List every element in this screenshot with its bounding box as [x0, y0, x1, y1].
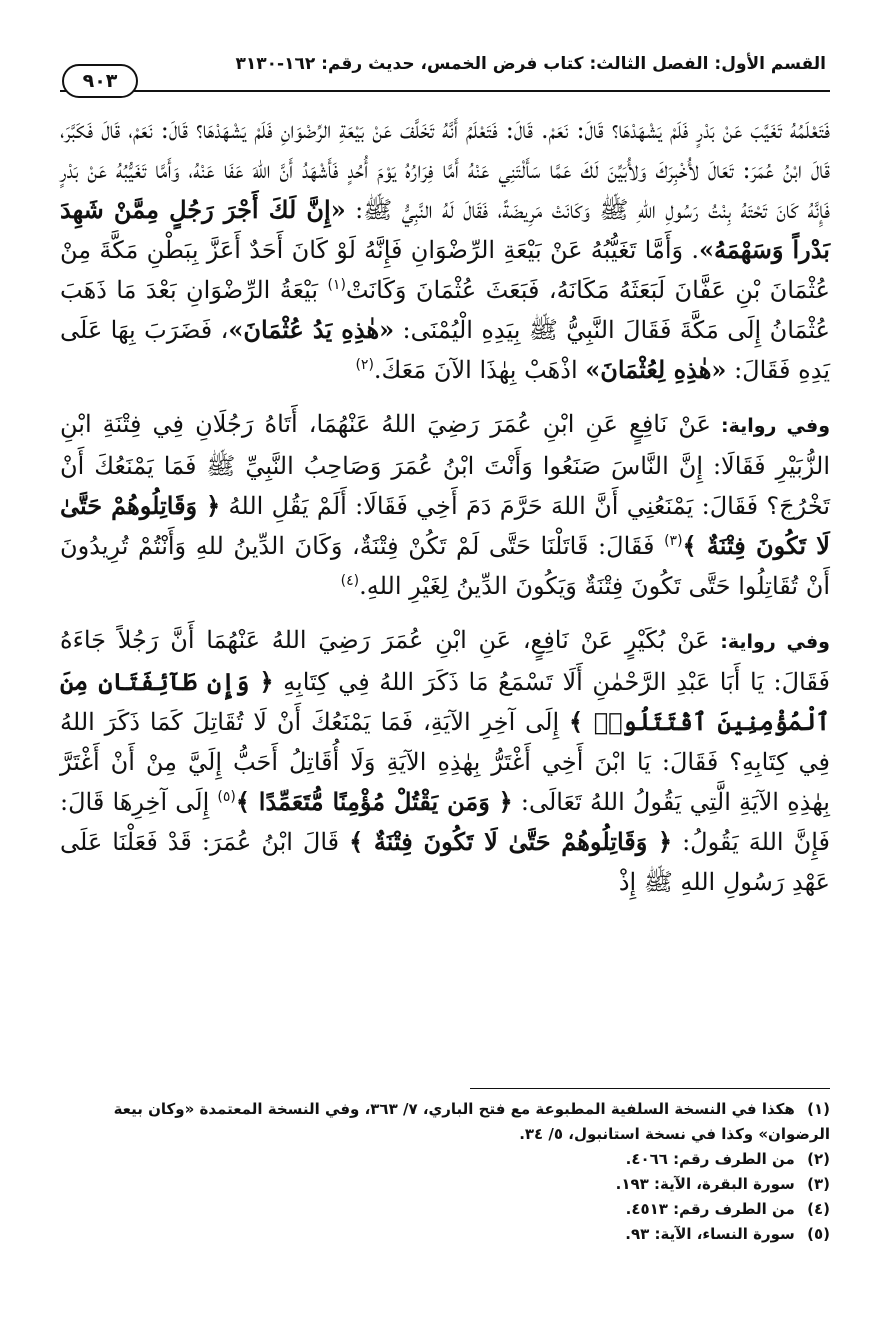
footnote-5: [60, 1222, 830, 1247]
footnote-ref: (٥): [217, 789, 236, 805]
text-run: بَيْعَةُ الرِّضْوَانِ بَعْدَ مَا ذَهَبَ عُثْمَانُ إِلَى مَكَّةَ فَقَالَ النَّبِيُّ ﷺ بِيَدِهِ الْيُمْنَى:: [60, 276, 830, 344]
footnote-number: (٤): [807, 1200, 830, 1218]
footnote-ref: (٤): [340, 573, 360, 589]
hadith-quote: «هٰذِهِ لِعُثْمَانَ»: [585, 355, 727, 384]
footnote-1: [60, 1097, 830, 1147]
footnote-text: من الطرف رقم: ٤٠٦٦.: [625, 1150, 795, 1168]
hadith-quote: «إِنَّ لَكَ أَجْرَ رَجُلٍ مِمَّنْ شَهِدَ بَدْراً وَسَهْمَهُ»: [60, 195, 830, 264]
text-run: فَقَالَ: قَاتَلْنَا حَتَّى لَمْ تَكُنْ فِتْنَةٌ، وَكَانَ الدِّينُ للهِ وَأَنْتُمْ تُرِيدُونَ أَنْ تُقَاتِلُوا حَتَّى تَكُونَ فِتْنَةٌ وَيَكُونَ الدِّينُ لِغَيْرِ اللهِ.: [60, 532, 830, 600]
text-run: إِلَى آخِرِهَا قَالَ: فَإِنَّ اللهَ يَقُولُ:: [60, 788, 830, 856]
footnote-text: هكذا في النسخة السلفية المطبوعة مع فتح الباري، ٧/ ٣٦٣، وفي النسخة المعتمدة «وكان بيعة الرضوان» وكذا في نسخة استانبول، ٥/ ٣٤.: [113, 1100, 830, 1143]
page: [60, 48, 830, 916]
text-run: إِلَى آخِرِ الآيَةِ، فَمَا يَمْنَعُكَ أَنْ لَا تُقَاتِلَ كَمَا ذَكَرَ اللهُ فِي كِتَابِهِ؟ فَقَالَ: يَا ابْنَ أَخِي أَغْتَرُّ بِهٰذِهِ الآيَةِ وَلَا أُقَاتِلُ أَحَبُّ إِلَيَّ مِنْ أَنْ أَغْتَرَّ بِهٰذِهِ الآيَةِ الَّتِي يَقُولُ اللهُ تَعَالَى:: [60, 708, 830, 816]
quran-verse: ﴿ وَقَاتِلُوهُمْ حَتَّىٰ لَا تَكُونَ فِتْنَةٌ ﴾: [349, 827, 673, 856]
footnote-ref: (١): [327, 277, 346, 293]
footnote-ref: (٣): [664, 533, 683, 549]
text-run: عَنْ بُكَيْرٍ عَنْ نَافِعٍ، عَنِ ابْنِ عُمَرَ رَضِيَ اللهُ عَنْهُمَا أَنَّ رَجُلاً جَاءَهُ فَقَالَ: يَا أَبَا عَبْدِ الرَّحْمٰنِ أَلَا تَسْمَعُ مَا ذَكَرَ اللهُ فِي كِتَابِهِ: [60, 626, 830, 696]
quran-verse: ﴿ وَمَن يَقْتُلْ مُؤْمِنًا مُّتَعَمِّدًا ﴾: [235, 787, 513, 816]
running-header: [60, 48, 830, 92]
hadith-quote: «هٰذِهِ يَدُ عُثْمَانَ»: [228, 315, 395, 344]
quran-verse: ﴿ وَإِن طَآئِفَتَانِ مِنَ ٱلْمُؤْمِنِينَ ٱقْتَتَلُوا۟ ﴾: [60, 667, 830, 736]
quran-verse: ﴿ وَقَاتِلُوهُمْ حَتَّىٰ لَا تَكُونَ فِتْنَةٌ ﴾: [60, 491, 830, 560]
footnotes: [60, 1088, 830, 1247]
paragraph-2: [60, 404, 830, 606]
text-run: قَالَ ابْنُ عُمَرَ: قَدْ فَعَلْنَا عَلَى عَهْدِ رَسُولِ اللهِ ﷺ إِذْ: [60, 828, 830, 896]
running-title: القسم الأول: الفصل الثالث: كتاب فرض الخمس، حديث رقم: ١٦٢-٣١٣٠: [235, 54, 826, 74]
paragraph-3: [60, 620, 830, 902]
footnote-divider: [470, 1088, 830, 1089]
footnote-text: من الطرف رقم: ٤٥١٣.: [625, 1200, 795, 1218]
footnote-number: (٥): [807, 1225, 830, 1243]
paragraph-1: [60, 110, 830, 390]
footnote-2: [60, 1147, 830, 1172]
footnote-ref: (٢): [355, 357, 374, 373]
footnote-text: سورة البقرة، الآية: ١٩٣.: [615, 1175, 795, 1193]
page-number: ٩٠٣: [62, 64, 138, 98]
text-run: ، فَضَرَبَ بِهَا عَلَى يَدِهِ فَقَالَ:: [60, 316, 830, 384]
footnote-3: [60, 1172, 830, 1197]
text-run: . وَأَمَّا تَغَيُّبُهُ عَنْ بَيْعَةِ الرِّضْوَانِ فَإِنَّهُ لَوْ كَانَ أَحَدٌ أَعَزَّ بِبَطْنِ مَكَّةَ مِنْ عُثْمَانَ بْنِ عَفَّانَ لَبَعَثَهُ مَكَانَهُ، فَبَعَثَ عُثْمَانَ وَكَانَتْ: [60, 236, 830, 304]
footnote-number: (٣): [807, 1175, 830, 1193]
narration-lead: وفي رواية:: [710, 415, 830, 437]
main-text: [60, 110, 830, 902]
text-run: اذْهَبْ بِهٰذَا الآنَ مَعَكَ.: [373, 356, 586, 384]
narration-lead: وفي رواية:: [709, 631, 830, 653]
footnote-number: (٢): [807, 1150, 830, 1168]
text-run: عَنْ نَافِعٍ عَنِ ابْنِ عُمَرَ رَضِيَ اللهُ عَنْهُمَا، أَتَاهُ رَجُلَانِ فِي فِتْنَةِ ابْنِ الزُّبَيْرِ فَقَالَا: إِنَّ النَّاسَ صَنَعُوا وَأَنْتَ ابْنُ عُمَرَ وَصَاحِبُ النَّبِيِّ ﷺ فَمَا يَمْنَعُكَ أَنْ تَخْرُجَ؟ فَقَالَ: يَمْنَعُنِي أَنَّ اللهَ حَرَّمَ دَمَ أَخِي فَقَالَا: أَلَمْ يَقُلِ اللهُ: [60, 410, 830, 520]
footnote-text: سورة النساء، الآية: ٩٣.: [625, 1225, 795, 1243]
footnote-number: (١): [807, 1100, 830, 1118]
text-run: فَتَعْلَمُهُ تَغَيَّبَ عَنْ بَدْرٍ فَلَمْ يَشْهَدْهَا؟ قَالَ: نَعَمْ. قَالَ: فَتَعْلَمُ أَنَّهُ تَخَلَّفَ عَنْ بَيْعَةِ الرِّضْوَانِ فَلَمْ يَشْهَدْهَا؟ قَالَ: نَعَمْ، قَالَ فَكَبَّرَ، قَالَ ابْنُ عُمَرَ: تَعَالَ لأُخْبِرَكَ وَلأُبَيِّنَ لَكَ عَمَّا سَأَلْتَنِي عَنْهُ أَمَّا فِرَارُهُ يَوْمَ أُحُدٍ فَأَشْهَدُ أَنَّ اللهَ عَفَا عَنْهُ، وَأَمَّا تَغَيُّبُهُ عَنْ بَدْرٍ فَإِنَّهُ كَانَ تَحْتَهُ بِنْتُ رَسُولِ اللهِ ﷺ وَكَانَتْ مَرِيضَةً، فَقَالَ لَهُ النَّبِيُّ ﷺ:: [60, 116, 830, 224]
footnote-4: [60, 1197, 830, 1222]
